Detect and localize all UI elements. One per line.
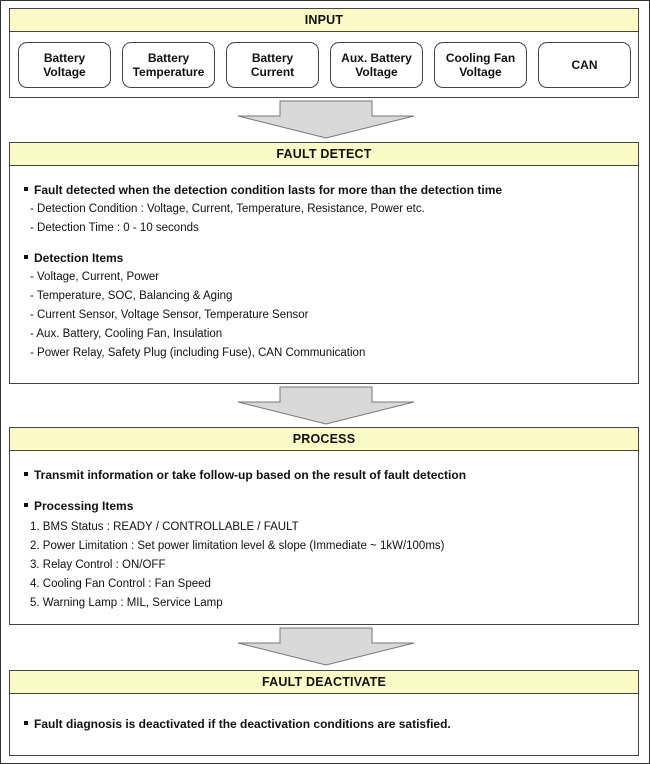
flow-arrow-1	[236, 100, 416, 140]
process-bullet-1: Transmit information or take follow-up based on the result of fault detection	[24, 468, 628, 482]
flow-arrow-3	[236, 627, 416, 667]
fault-detect-title: FAULT DETECT	[10, 143, 638, 166]
processing-item: 4. Cooling Fan Control : Fan Speed	[30, 578, 211, 590]
process-title: PROCESS	[10, 428, 638, 451]
flow-arrow-2	[236, 386, 416, 426]
fault-detect-bullet-1: Fault detected when the detection condition lasts for more than the detection time	[24, 183, 628, 197]
processing-item: 5. Warning Lamp : MIL, Service Lamp	[30, 597, 223, 609]
process-bullet-2: Processing Items	[24, 499, 628, 513]
fault-deactivate-title: FAULT DEACTIVATE	[10, 671, 638, 694]
process-panel	[9, 427, 639, 625]
input-panel	[9, 8, 639, 98]
processing-item: 2. Power Limitation : Set power limitation level & slope (Immediate ~ 1kW/100ms)	[30, 540, 445, 552]
process-content	[24, 468, 628, 610]
processing-item: 3. Relay Control : ON/OFF	[30, 559, 166, 571]
input-cooling-fan-voltage: Cooling Fan Voltage	[434, 42, 527, 88]
fault-deactivate-content	[24, 717, 628, 731]
input-battery-current: Battery Current	[226, 42, 319, 88]
fault-detect-panel	[9, 142, 639, 384]
detection-item: - Power Relay, Safety Plug (including Fuse), CAN Communication	[30, 347, 366, 359]
fault-detect-content	[24, 183, 628, 360]
detection-item: - Temperature, SOC, Balancing & Aging	[30, 290, 233, 302]
input-title: INPUT	[10, 9, 638, 32]
processing-item: 1. BMS Status : READY / CONTROLLABLE / FAULT	[30, 521, 299, 533]
input-battery-voltage: Battery Voltage	[18, 42, 111, 88]
fault-deactivate-bullet-1: Fault diagnosis is deactivated if the deactivation conditions are satisfied.	[24, 717, 628, 731]
fault-deactivate-panel	[9, 670, 639, 756]
input-battery-temperature: Battery Temperature	[122, 42, 215, 88]
detection-item: - Voltage, Current, Power	[30, 271, 160, 283]
fault-detect-bullet-2: Detection Items	[24, 251, 628, 265]
fault-detect-sub-item: - Detection Condition : Voltage, Current, Temperature, Resistance, Power etc.	[30, 203, 425, 215]
detection-item: - Aux. Battery, Cooling Fan, Insulation	[30, 328, 223, 340]
detection-item: - Current Sensor, Voltage Sensor, Temperature Sensor	[30, 309, 309, 321]
fault-detect-sub-item: - Detection Time : 0 - 10 seconds	[30, 222, 199, 234]
input-can: CAN	[538, 42, 631, 88]
input-aux-battery-voltage: Aux. Battery Voltage	[330, 42, 423, 88]
